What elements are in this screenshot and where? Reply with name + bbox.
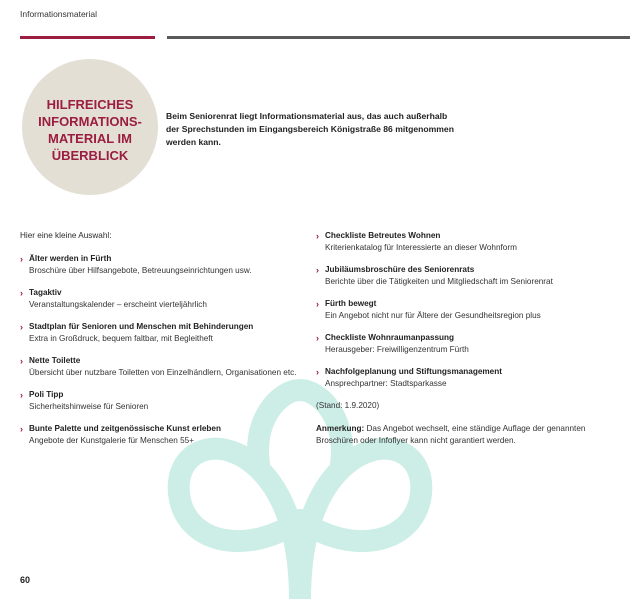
item-title: Nachfolgeplanung und Stiftungsmanagement: [325, 367, 502, 376]
item-title: Checkliste Betreutes Wohnen: [325, 231, 441, 240]
item-desc: Sicherheitshinweise für Senioren: [29, 402, 149, 411]
list-item: [20, 321, 310, 345]
chevron-right-icon: ›: [316, 299, 319, 309]
chevron-right-icon: ›: [20, 288, 23, 298]
page-title: HILFREICHES INFORMATIONS-MATERIAL IM ÜBERBLICK: [38, 97, 142, 163]
section-label: Informationsmaterial: [20, 9, 98, 19]
list-item: [316, 366, 606, 390]
title-circle: [22, 59, 158, 195]
item-title: Fürth bewegt: [325, 299, 377, 308]
list-item: [20, 423, 310, 447]
status-date: (Stand: 1.9.2020): [316, 401, 380, 410]
item-desc: Angebote der Kunstgalerie für Menschen 55+: [29, 436, 194, 445]
item-title: Poli Tipp: [29, 390, 64, 399]
item-desc: Extra in Großdruck, bequem faltbar, mit Begleitheft: [29, 334, 213, 343]
note-text: Das Angebot wechselt, eine ständige Auflage der genannten Broschüren oder Infoflyer kann nicht garantiert werden.: [316, 424, 586, 445]
note: [316, 423, 606, 447]
item-desc: Berichte über die Tätigkeiten und Mitgliedschaft im Seniorenrat: [325, 277, 553, 286]
chevron-right-icon: ›: [316, 367, 319, 377]
item-desc: Broschüre über Hilfsangebote, Betreuungseinrichtungen usw.: [29, 266, 252, 275]
note-label: Anmerkung:: [316, 424, 365, 433]
list-item: [20, 287, 310, 311]
list-item: [20, 389, 310, 413]
item-desc: Veranstaltungskalender – erscheint vierteljährlich: [29, 300, 207, 309]
chevron-right-icon: ›: [316, 231, 319, 241]
list-item: [20, 253, 310, 277]
list-lead: Hier eine kleine Auswahl:: [20, 231, 112, 240]
header-rule: [167, 36, 630, 39]
left-column: [20, 230, 310, 457]
chevron-right-icon: ›: [20, 254, 23, 264]
list-item: [316, 332, 606, 356]
item-title: Älter werden in Fürth: [29, 254, 112, 263]
item-desc: Kriterienkatalog für Interessierte an dieser Wohnform: [325, 243, 517, 252]
chevron-right-icon: ›: [20, 322, 23, 332]
item-title: Jubiläumsbroschüre des Seniorenrats: [325, 265, 475, 274]
chevron-right-icon: ›: [20, 424, 23, 434]
list-item: [316, 264, 606, 288]
item-desc: Ein Angebot nicht nur für Ältere der Gesundheitsregion plus: [325, 311, 541, 320]
item-title: Tagaktiv: [29, 288, 62, 297]
list-item: [20, 355, 310, 379]
chevron-right-icon: ›: [20, 390, 23, 400]
intro-text: Beim Seniorenrat liegt Informationsmaterial aus, das auch außerhalb der Sprechstunden im Eingangsbereich Königstraße 86 mitgenommen werden kann.: [166, 111, 454, 147]
right-column: [316, 230, 606, 447]
header-rule-accent: [20, 36, 155, 39]
item-desc: Herausgeber: Freiwilligenzentrum Fürth: [325, 345, 469, 354]
chevron-right-icon: ›: [20, 356, 23, 366]
page-number: 60: [20, 575, 31, 585]
item-title: Bunte Palette und zeitgenössische Kunst erleben: [29, 424, 221, 433]
item-desc: Übersicht über nutzbare Toiletten von Einzelhändlern, Organisationen etc.: [29, 368, 297, 377]
list-item: [316, 298, 606, 322]
chevron-right-icon: ›: [316, 265, 319, 275]
list-item: [316, 230, 606, 254]
item-desc: Ansprechpartner: Stadtsparkasse: [325, 379, 447, 388]
item-title: Checkliste Wohnraumanpassung: [325, 333, 455, 342]
item-title: Nette Toilette: [29, 356, 81, 365]
chevron-right-icon: ›: [316, 333, 319, 343]
item-title: Stadtplan für Senioren und Menschen mit Behinderungen: [29, 322, 254, 331]
